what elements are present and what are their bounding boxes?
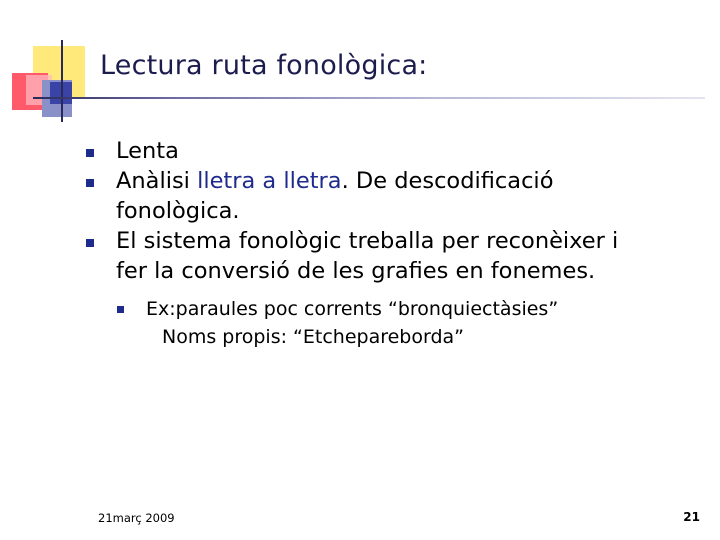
- square-bullet-icon: [86, 239, 94, 247]
- square-bullet-icon: [86, 179, 94, 187]
- bullet-line: [116, 166, 685, 196]
- square-bullet-icon: [86, 149, 94, 157]
- footer-date: 21març 2009: [98, 511, 175, 525]
- page-number: 21: [683, 510, 700, 524]
- slide-title: Lectura ruta fonològica:: [100, 50, 428, 81]
- bullet-item: [85, 136, 685, 166]
- bullet-list: [85, 136, 685, 351]
- bullet-text: . De descodificació: [341, 168, 554, 194]
- bullet-line: fer la conversió de les grafies en fonemes.: [116, 258, 596, 284]
- sub-bullet-line: Noms propis: “Etchepareborda”: [162, 326, 465, 348]
- title-underline: [33, 97, 705, 99]
- bullet-line: fonològica.: [116, 198, 240, 224]
- bullet-item: [85, 226, 685, 286]
- bullet-line: El sistema fonològic treballa per reconèixer i: [116, 228, 619, 254]
- decor-vertical-line: [61, 40, 63, 122]
- bullet-text: Anàlisi: [116, 168, 198, 194]
- sub-bullet-item: [116, 295, 685, 351]
- square-bullet-icon: [117, 306, 124, 313]
- bullet-item: [85, 166, 685, 226]
- sub-bullet-line: Ex:paraules poc corrents “bronquiectàsies”: [146, 298, 559, 320]
- bullet-text: Lenta: [116, 138, 179, 164]
- highlight-text: lletra a lletra: [197, 168, 342, 194]
